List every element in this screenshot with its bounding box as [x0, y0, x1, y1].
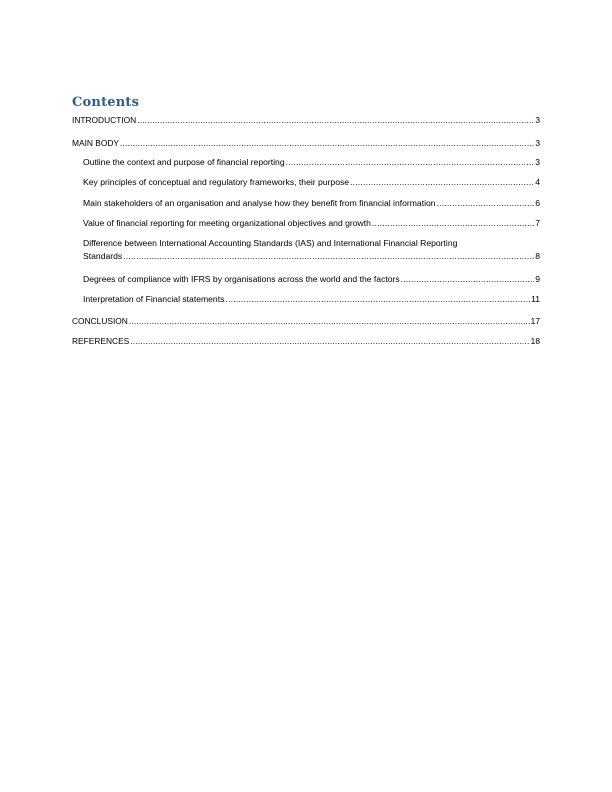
toc-entry-page: 3: [535, 157, 540, 167]
toc-leader-dots: [123, 251, 534, 262]
toc-entry-label: INTRODUCTION: [72, 115, 137, 125]
toc-entry-ias-ifrs[interactable]: [83, 251, 540, 262]
toc-entry-page: 17: [530, 316, 540, 326]
toc-entry-introduction[interactable]: [72, 115, 540, 126]
toc-entry-interpretation[interactable]: [83, 294, 540, 305]
toc-entry-conclusion[interactable]: [72, 316, 540, 327]
toc-leader-dots: [350, 177, 534, 188]
toc-entry-context-purpose[interactable]: [83, 157, 540, 168]
toc-leader-dots: [372, 218, 534, 229]
toc-leader-dots: [401, 274, 535, 285]
toc-entry-page: 4: [535, 177, 540, 187]
toc-entry-label: Key principles of conceptual and regulatory frameworks, their purpose: [83, 177, 350, 187]
toc-entry-label: Standards: [83, 251, 123, 261]
toc-entry-key-principles[interactable]: [83, 177, 540, 188]
toc-entry-page: 11: [531, 294, 540, 304]
toc-entry-label: Value of financial reporting for meeting organizational objectives and growth: [83, 218, 371, 228]
toc-leader-dots: [137, 115, 534, 126]
toc-entry-value-reporting[interactable]: [83, 218, 540, 229]
toc-leader-dots: [437, 198, 535, 209]
toc-leader-dots: [130, 336, 529, 347]
toc-entry-ias-ifrs-line1[interactable]: Difference between International Accounting Standards (IAS) and International Financial Reporting: [83, 238, 458, 248]
toc-entry-page: 3: [535, 138, 540, 148]
toc-entry-page: 9: [535, 274, 540, 284]
toc-entry-label: Outline the context and purpose of financial reporting: [83, 157, 285, 167]
toc-leader-dots: [120, 138, 534, 149]
toc-entry-page: 8: [535, 251, 540, 261]
toc-entry-label: Degrees of compliance with IFRS by organisations across the world and the factors: [83, 274, 400, 284]
toc-title: Contents: [72, 95, 140, 110]
toc-entry-page: 6: [535, 198, 540, 208]
toc-entry-label: CONCLUSION: [72, 316, 128, 326]
toc-entry-page: 18: [530, 336, 540, 346]
toc-entry-stakeholders[interactable]: [83, 198, 540, 209]
toc-leader-dots: [225, 294, 530, 305]
toc-leader-dots: [129, 316, 530, 327]
toc-entry-main-body[interactable]: [72, 138, 540, 149]
toc-entry-ifrs-compliance[interactable]: [83, 274, 540, 285]
toc-entry-references[interactable]: [72, 336, 540, 347]
toc-entry-label: REFERENCES: [72, 336, 130, 346]
toc-entry-label: Main stakeholders of an organisation and analyse how they benefit from financial information: [83, 198, 436, 208]
toc-entry-page: 7: [535, 218, 540, 228]
toc-entry-page: 3: [535, 115, 540, 125]
toc-entry-label: MAIN BODY: [72, 138, 119, 148]
toc-entry-label: Interpretation of Financial statements: [83, 294, 225, 304]
toc-leader-dots: [286, 157, 535, 168]
